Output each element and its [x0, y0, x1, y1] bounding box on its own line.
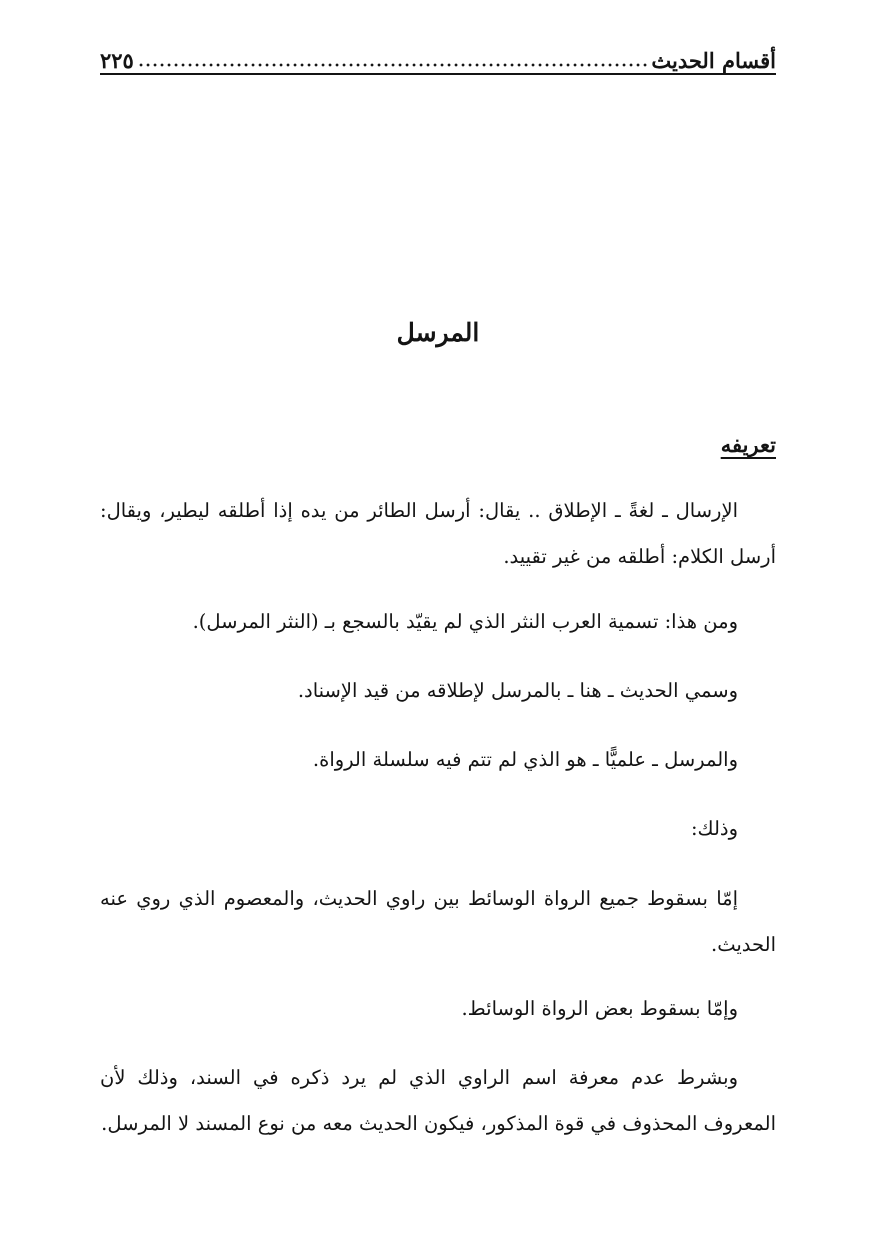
paragraph-technical-definition: والمرسل ـ علميًّا ـ هو الذي لم تتم فيه سلسلة الرواة. — [312, 748, 738, 771]
section-heading: تعريفه — [720, 432, 776, 457]
header-rule — [100, 73, 776, 75]
chapter-title: المرسل — [396, 318, 480, 347]
paragraph-definition-lexical: الإرسال ـ لغةً ـ الإطلاق .. يقال: أرسل الطائر من يده إذا أطلقه ليطير، ويقال: أرسل الكلام: أطلقه من غير تقييد. — [100, 499, 776, 568]
paragraph-hadith-naming: وسمي الحديث ـ هنا ـ بالمرسل لإطلاقه من قيد الإسناد. — [297, 679, 738, 702]
paragraph-case-some: وإمّا بسقوط بعض الرواة الوسائط. — [461, 997, 738, 1020]
header-dot-leader — [137, 61, 649, 69]
header-title: أقسام الحديث — [651, 48, 776, 73]
paragraph-case-all: إمّا بسقوط جميع الرواة الوسائط بين راوي الحديث، والمعصوم الذي روي عنه الحديث. — [100, 887, 776, 956]
paragraph-condition: وبشرط عدم معرفة اسم الراوي الذي لم يرد ذكره في السند، وذلك لأن المعروف المحذوف في قوة المذكور، فيكون الحديث معه من نوع المسند لا المرسل. — [100, 1066, 776, 1135]
paragraph-and-that: وذلك: — [690, 817, 738, 840]
paragraph-prose-naming: ومن هذا: تسمية العرب النثر الذي لم يقيّد بالسجع بـ (النثر المرسل). — [192, 610, 738, 633]
running-header — [100, 40, 776, 74]
page-number: ٢٢٥ — [100, 48, 134, 73]
